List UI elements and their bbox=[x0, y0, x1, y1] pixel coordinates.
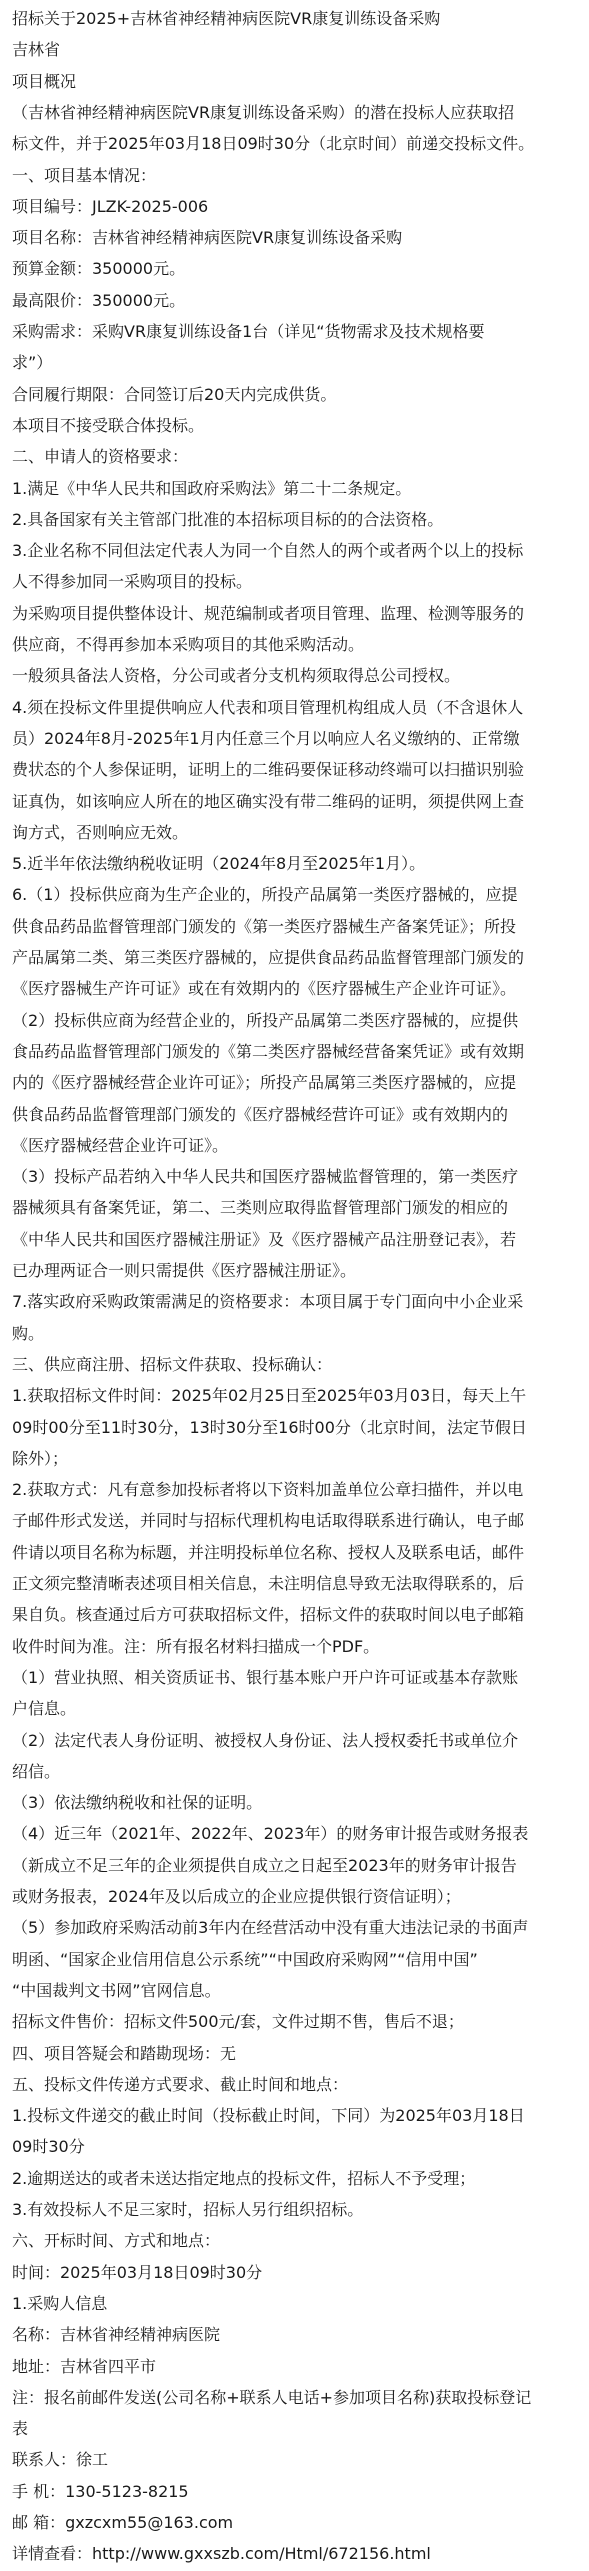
text-line: 《医疗器械生产许可证》或在有效期内的《医疗器械生产企业许可证》。 bbox=[12, 979, 517, 999]
text-line: 采购需求：采购VR康复训练设备1台（详见“货物需求及技术规格要 bbox=[12, 322, 485, 341]
text-line: 预算金额：350000元。 bbox=[12, 259, 186, 279]
text-line: （2）投标供应商为经营企业的，所投产品属第二类医疗器械的，应提供 bbox=[12, 1010, 519, 1030]
text-line: 最高限价：350000元。 bbox=[12, 290, 186, 310]
text-line: 名称：吉林省神经精神病医院 bbox=[12, 2325, 221, 2345]
text-line: （5）参加政府采购活动前3年内在经营活动中没有重大违法记录的书面声 bbox=[12, 1918, 529, 1938]
text-line: 询方式，否则响应无效。 bbox=[12, 822, 189, 842]
text-line: 注：报名前邮件发送(公司名称+联系人电话+参加项目名称)获取投标登记 bbox=[12, 2387, 532, 2407]
text-line: 明函、“国家企业信用信息公示系统”“中国政府采购网”“信用中国” bbox=[12, 1949, 478, 1969]
text-line: 邮 箱：gxzcxm55@163.com bbox=[12, 2513, 234, 2532]
text-line: 除外）； bbox=[12, 1448, 69, 1468]
text-line: 标文件，并于2025年03月18日09时30分（北京时间）前递交投标文件。 bbox=[12, 134, 535, 154]
text-line: 三、供应商注册、招标文件获取、投标确认： bbox=[12, 1354, 333, 1374]
text-line: 一、项目基本情况： bbox=[12, 165, 157, 185]
text-line: 购。 bbox=[12, 1323, 45, 1343]
text-line: 绍信。 bbox=[12, 1761, 61, 1781]
text-line: 或财务报表，2024年及以后成立的企业应提供银行资信证明）； bbox=[12, 1887, 461, 1906]
text-line: 吉林省 bbox=[12, 40, 61, 60]
text-line: 一般须具备法人资格，分公司或者分支机构须取得总公司授权。 bbox=[12, 666, 461, 686]
text-line: 1.满足《中华人民共和国政府采购法》第二十二条规定。 bbox=[12, 478, 412, 498]
text-line: （吉林省神经精神病医院VR康复训练设备采购）的潜在投标人应获取招 bbox=[12, 102, 515, 122]
text-line: 项目编号：JLZK-2025-006 bbox=[12, 196, 209, 216]
text-line: 2.具备国家有关主管部门批准的本招标项目标的的合法资格。 bbox=[12, 509, 444, 529]
text-line: （3）依法缴纳税收和社保的证明。 bbox=[12, 1793, 263, 1813]
text-line: 食品药品监督管理部门颁发的《第二类医疗器械经营备案凭证》或有效期 bbox=[12, 1041, 525, 1061]
text-line: 为采购项目提供整体设计、规范编制或者项目管理、监理、检测等服务的 bbox=[12, 603, 525, 623]
text-line: 子邮件形式发送，并同时与招标代理机构电话取得联系进行确认，电子邮 bbox=[12, 1511, 525, 1531]
text-line: 手 机：130-5123-8215 bbox=[12, 2481, 189, 2501]
text-line: 四、项目答疑会和踏勘现场：无 bbox=[12, 2043, 237, 2063]
text-line: 表 bbox=[12, 2419, 29, 2439]
text-line: 联系人：徐工 bbox=[12, 2450, 109, 2470]
text-line: 3.有效投标人不足三家时，招标人另行组织招标。 bbox=[12, 2200, 364, 2219]
text-line: 人不得参加同一采购项目的投标。 bbox=[12, 572, 253, 592]
text-line: 器械须具有备案凭证，第二、三类则应取得监督管理部门颁发的相应的 bbox=[12, 1198, 509, 1218]
text-line: 已办理两证合一则只需提供《医疗器械注册证》。 bbox=[12, 1261, 357, 1280]
text-line: 详情查看：http://www.gxxszb.com/Html/672156.html bbox=[12, 2544, 431, 2564]
text-line: 时间：2025年03月18日09时30分 bbox=[12, 2262, 263, 2282]
text-line: （新成立不足三年的企业须提供自成立之日起至2023年的财务审计报告 bbox=[12, 1855, 517, 1875]
text-line: 供食品药品监督管理部门颁发的《第一类医疗器械生产备案凭证》；所投 bbox=[12, 916, 517, 936]
text-line: （1）营业执照、相关资质证书、银行基本账户开户许可证或基本存款账 bbox=[12, 1667, 519, 1687]
text-line: （4）近三年（2021年、2022年、2023年）的财务审计报告或财务报表 bbox=[12, 1824, 529, 1844]
text-line: （2）法定代表人身份证明、被授权人身份证、法人授权委托书或单位介 bbox=[12, 1730, 519, 1750]
text-line: 项目名称：吉林省神经精神病医院VR康复训练设备采购 bbox=[12, 228, 403, 248]
text-line: 内的《医疗器械经营企业许可证》；所投产品属第三类医疗器械的，应提 bbox=[12, 1073, 517, 1093]
text-line: 果自负。核查通过后方可获取招标文件，招标文件的获取时间以电子邮箱 bbox=[12, 1605, 525, 1625]
text-line: “中国裁判文书网”官网信息。 bbox=[12, 1980, 221, 2000]
text-line: 证真伪，如该响应人所在的地区确实没有带二维码的证明，须提供网上查 bbox=[12, 791, 525, 811]
text-line: 1.投标文件递交的截止时间（投标截止时间，下同）为2025年03月18日 bbox=[12, 2106, 525, 2126]
text-line: 6.（1）投标供应商为生产企业的，所投产品属第一类医疗器械的，应提 bbox=[12, 885, 518, 905]
text-line: 09时00分至11时30分，13时30分至16时00分（北京时间，法定节假日 bbox=[12, 1417, 527, 1437]
text-line: 2.逾期送达的或者未送达指定地点的投标文件，招标人不予受理； bbox=[12, 2168, 476, 2188]
text-line: 六、开标时间、方式和地点： bbox=[12, 2231, 221, 2251]
text-line: 项目概况 bbox=[12, 71, 77, 91]
text-line: 招标文件售价：招标文件500元/套，文件过期不售，售后不退； bbox=[12, 2012, 464, 2032]
text-line: 《中华人民共和国医疗器械注册证》及《医疗器械产品注册登记表》，若 bbox=[12, 1229, 517, 1249]
text-line: 正文须完整清晰表述项目相关信息，未注明信息导致无法取得联系的，后 bbox=[12, 1574, 525, 1593]
text-line: 件请以项目名称为标题，并注明投标单位名称、授权人及联系电话，邮件 bbox=[12, 1542, 525, 1562]
text-line: 求”） bbox=[12, 353, 53, 373]
text-line: 地址：吉林省四平市 bbox=[12, 2356, 157, 2376]
text-line: 3.企业名称不同但法定代表人为同一个自然人的两个或者两个以上的投标 bbox=[12, 541, 524, 561]
text-line: 合同履行期限：合同签订后20天内完成供货。 bbox=[12, 384, 337, 404]
text-line: 4.须在投标文件里提供响应人代表和项目管理机构组成人员（不含退休人 bbox=[12, 697, 524, 717]
text-line: 产品属第二类、第三类医疗器械的，应提供食品药品监督管理部门颁发的 bbox=[12, 948, 525, 967]
text-line: 1.获取招标文件时间：2025年02月25日至2025年03月03日，每天上午 bbox=[12, 1386, 527, 1406]
text-line: 供食品药品监督管理部门颁发的《医疗器械经营许可证》或有效期内的 bbox=[12, 1104, 509, 1124]
text-line: 员）2024年8月-2025年1月内任意三个月以响应人名义缴纳的、正常缴 bbox=[12, 728, 520, 748]
text-line: 2.获取方式：凡有意参加投标者将以下资料加盖单位公章扫描件，并以电 bbox=[12, 1480, 524, 1500]
text-line: 招标关于2025+吉林省神经精神病医院VR康复训练设备采购 bbox=[12, 9, 441, 28]
text-line: 费状态的个人参保证明，证明上的二维码要保证移动终端可以扫描识别验 bbox=[12, 760, 525, 780]
text-line: 收件时间为准。注：所有报名材料扫描成一个PDF。 bbox=[12, 1636, 380, 1656]
text-line: 二、申请人的资格要求： bbox=[12, 447, 189, 467]
text-line: 5.近半年依法缴纳税收证明（2024年8月至2025年1月）。 bbox=[12, 854, 426, 874]
text-line: 本项目不接受联合体投标。 bbox=[12, 415, 205, 435]
text-line: 户信息。 bbox=[12, 1699, 77, 1719]
text-line: 五、投标文件传递方式要求、截止时间和地点： bbox=[12, 2074, 349, 2094]
text-line: 供应商，不得再参加本采购项目的其他采购活动。 bbox=[12, 635, 365, 654]
text-line: 1.采购人信息 bbox=[12, 2293, 108, 2313]
text-line: （3）投标产品若纳入中华人民共和国医疗器械监督管理的，第一类医疗 bbox=[12, 1167, 519, 1187]
text-line: 《医疗器械经营企业许可证》。 bbox=[12, 1135, 229, 1155]
text-line: 7.落实政府采购政策需满足的资格要求：本项目属于专门面向中小企业采 bbox=[12, 1292, 524, 1312]
text-line: 09时30分 bbox=[12, 2137, 85, 2157]
